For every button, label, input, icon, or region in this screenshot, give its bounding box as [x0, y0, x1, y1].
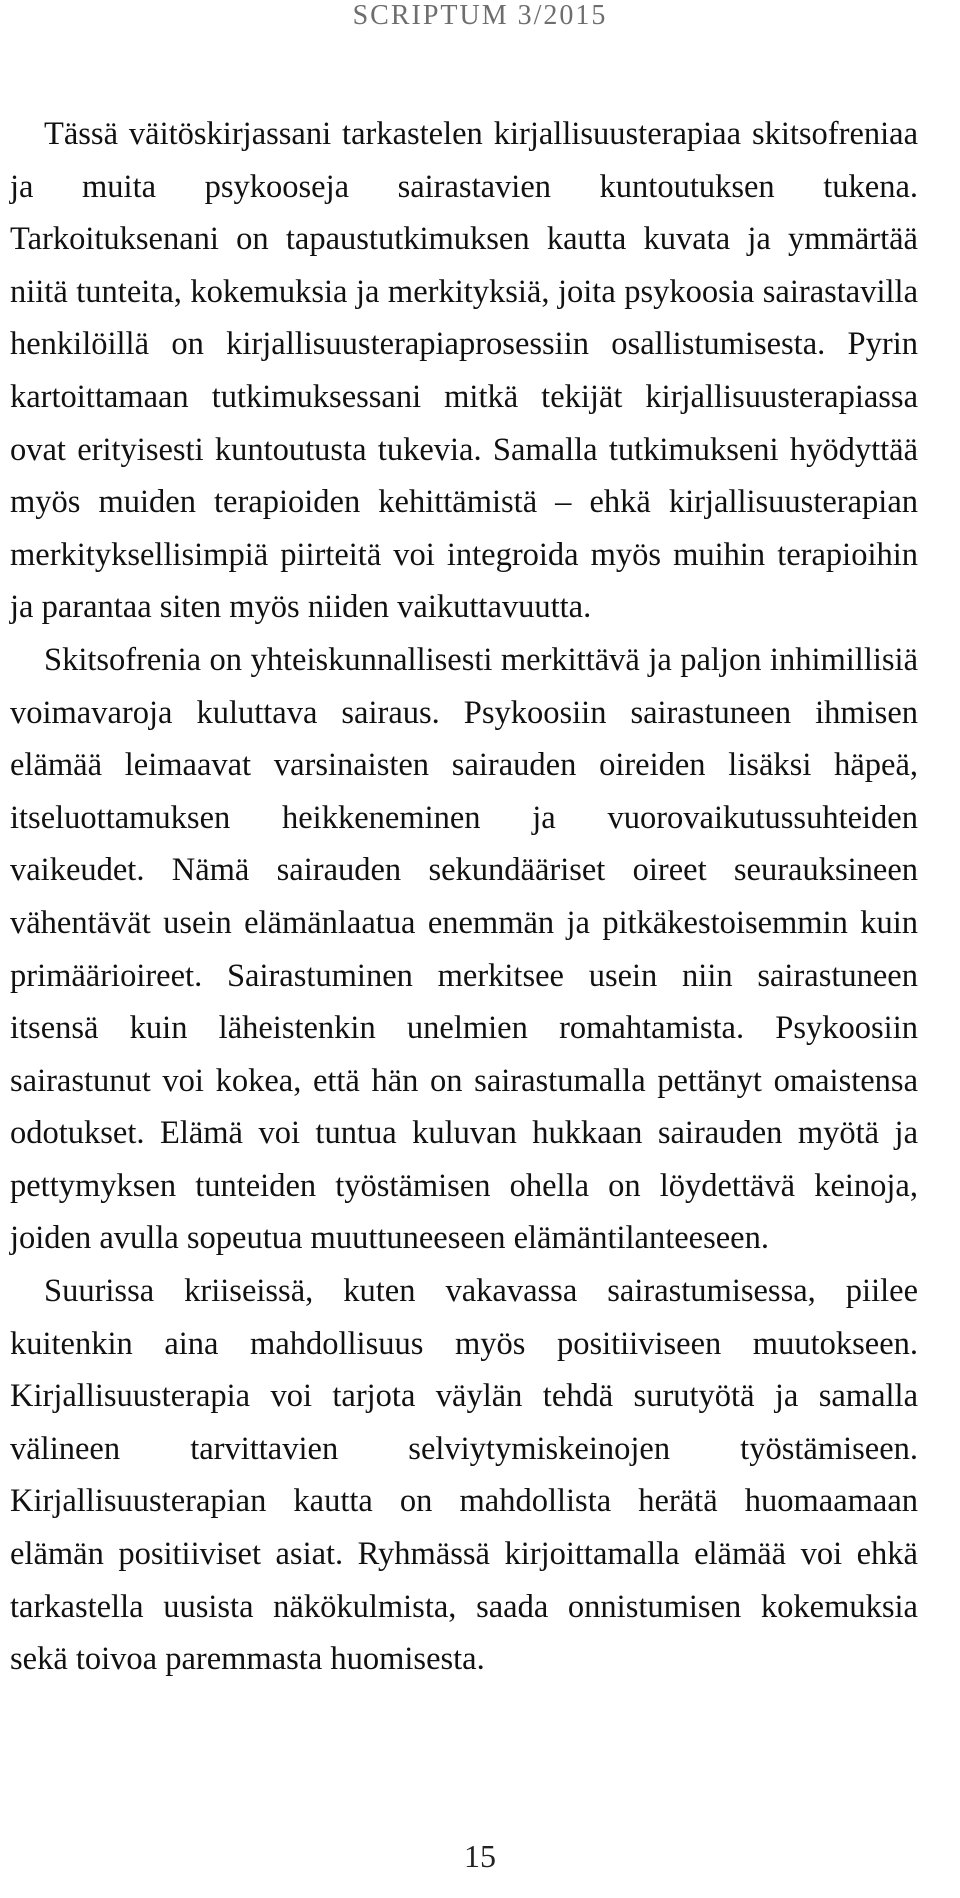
body-text — [10, 108, 918, 1686]
paragraph-2: Skitsofrenia on yhteiskunnallisesti merkittävä ja paljon inhimillisiä voimavaroja kuluttava sairaus. Psykoosiin sairastuneen ihmisen elämää leimaavat varsinaisten sairauden oireiden lisäksi häpeä, itseluottamuksen heikkeneminen ja vuorovaikutussuhteiden vaikeudet. Nämä sairauden sekundääriset oireet seurauksineen vähentävät usein elämänlaatua enemmän ja pitkäkestoisemmin kuin primäärioireet. Sairastuminen merkitsee usein niin sairastuneen itsensä kuin läheistenkin unelmien romahtamista. Psykoosiin sairastunut voi kokea, että hän on sairastumalla pettänyt omaistensa odotukset. Elämä voi tuntua kuluvan hukkaan sairauden myötä ja pettymyksen tunteiden työstämisen ohella on löydettävä keinoja, joiden avulla sopeutua muuttuneeseen elämäntilanteeseen. — [10, 641, 918, 1257]
paragraph-1: Tässä väitöskirjassani tarkastelen kirjallisuusterapiaa skitsofreniaa ja muita psykooseja sairastavien kuntoutuksen tukena. Tarkoituksenani on tapaustutkimuksen kautta kuvata ja ymmärtää niitä tunteita, kokemuksia ja merkityksiä, joita psykoosia sairastavilla henkilöillä on kirjallisuusterapiaprosessiin osallistumisesta. Pyrin kartoittamaan tutkimuksessani mitkä tekijät kirjallisuusterapiassa ovat erityisesti kuntoutusta tukevia. Samalla tutkimukseni hyödyttää myös muiden terapioiden kehittämistä – ehkä kirjallisuusterapian merkityksellisimpiä piirteitä voi integroida myös muihin terapioihin ja parantaa siten myös niiden vaikuttavuutta. — [10, 116, 918, 626]
paragraph-3: Suurissa kriiseissä, kuten vakavassa sairastumisessa, piilee kuitenkin aina mahdollisuus myös positiiviseen muutokseen. Kirjallisuusterapia voi tarjota väylän tehdä surutyötä ja samalla välineen tarvittavien selviytymiskeinojen työstämiseen. Kirjallisuusterapian kautta on mahdollista herätä huomaamaan elämän positiiviset asiat. Ryhmässä kirjoittamalla elämää voi ehkä tarkastella uusista näkökulmista, saada onnistumisen kokemuksia sekä toivoa paremmasta huomisesta. — [10, 1273, 918, 1678]
running-header: SCRIPTUM 3/2015 — [352, 0, 608, 31]
page-number: 15 — [464, 1838, 496, 1874]
